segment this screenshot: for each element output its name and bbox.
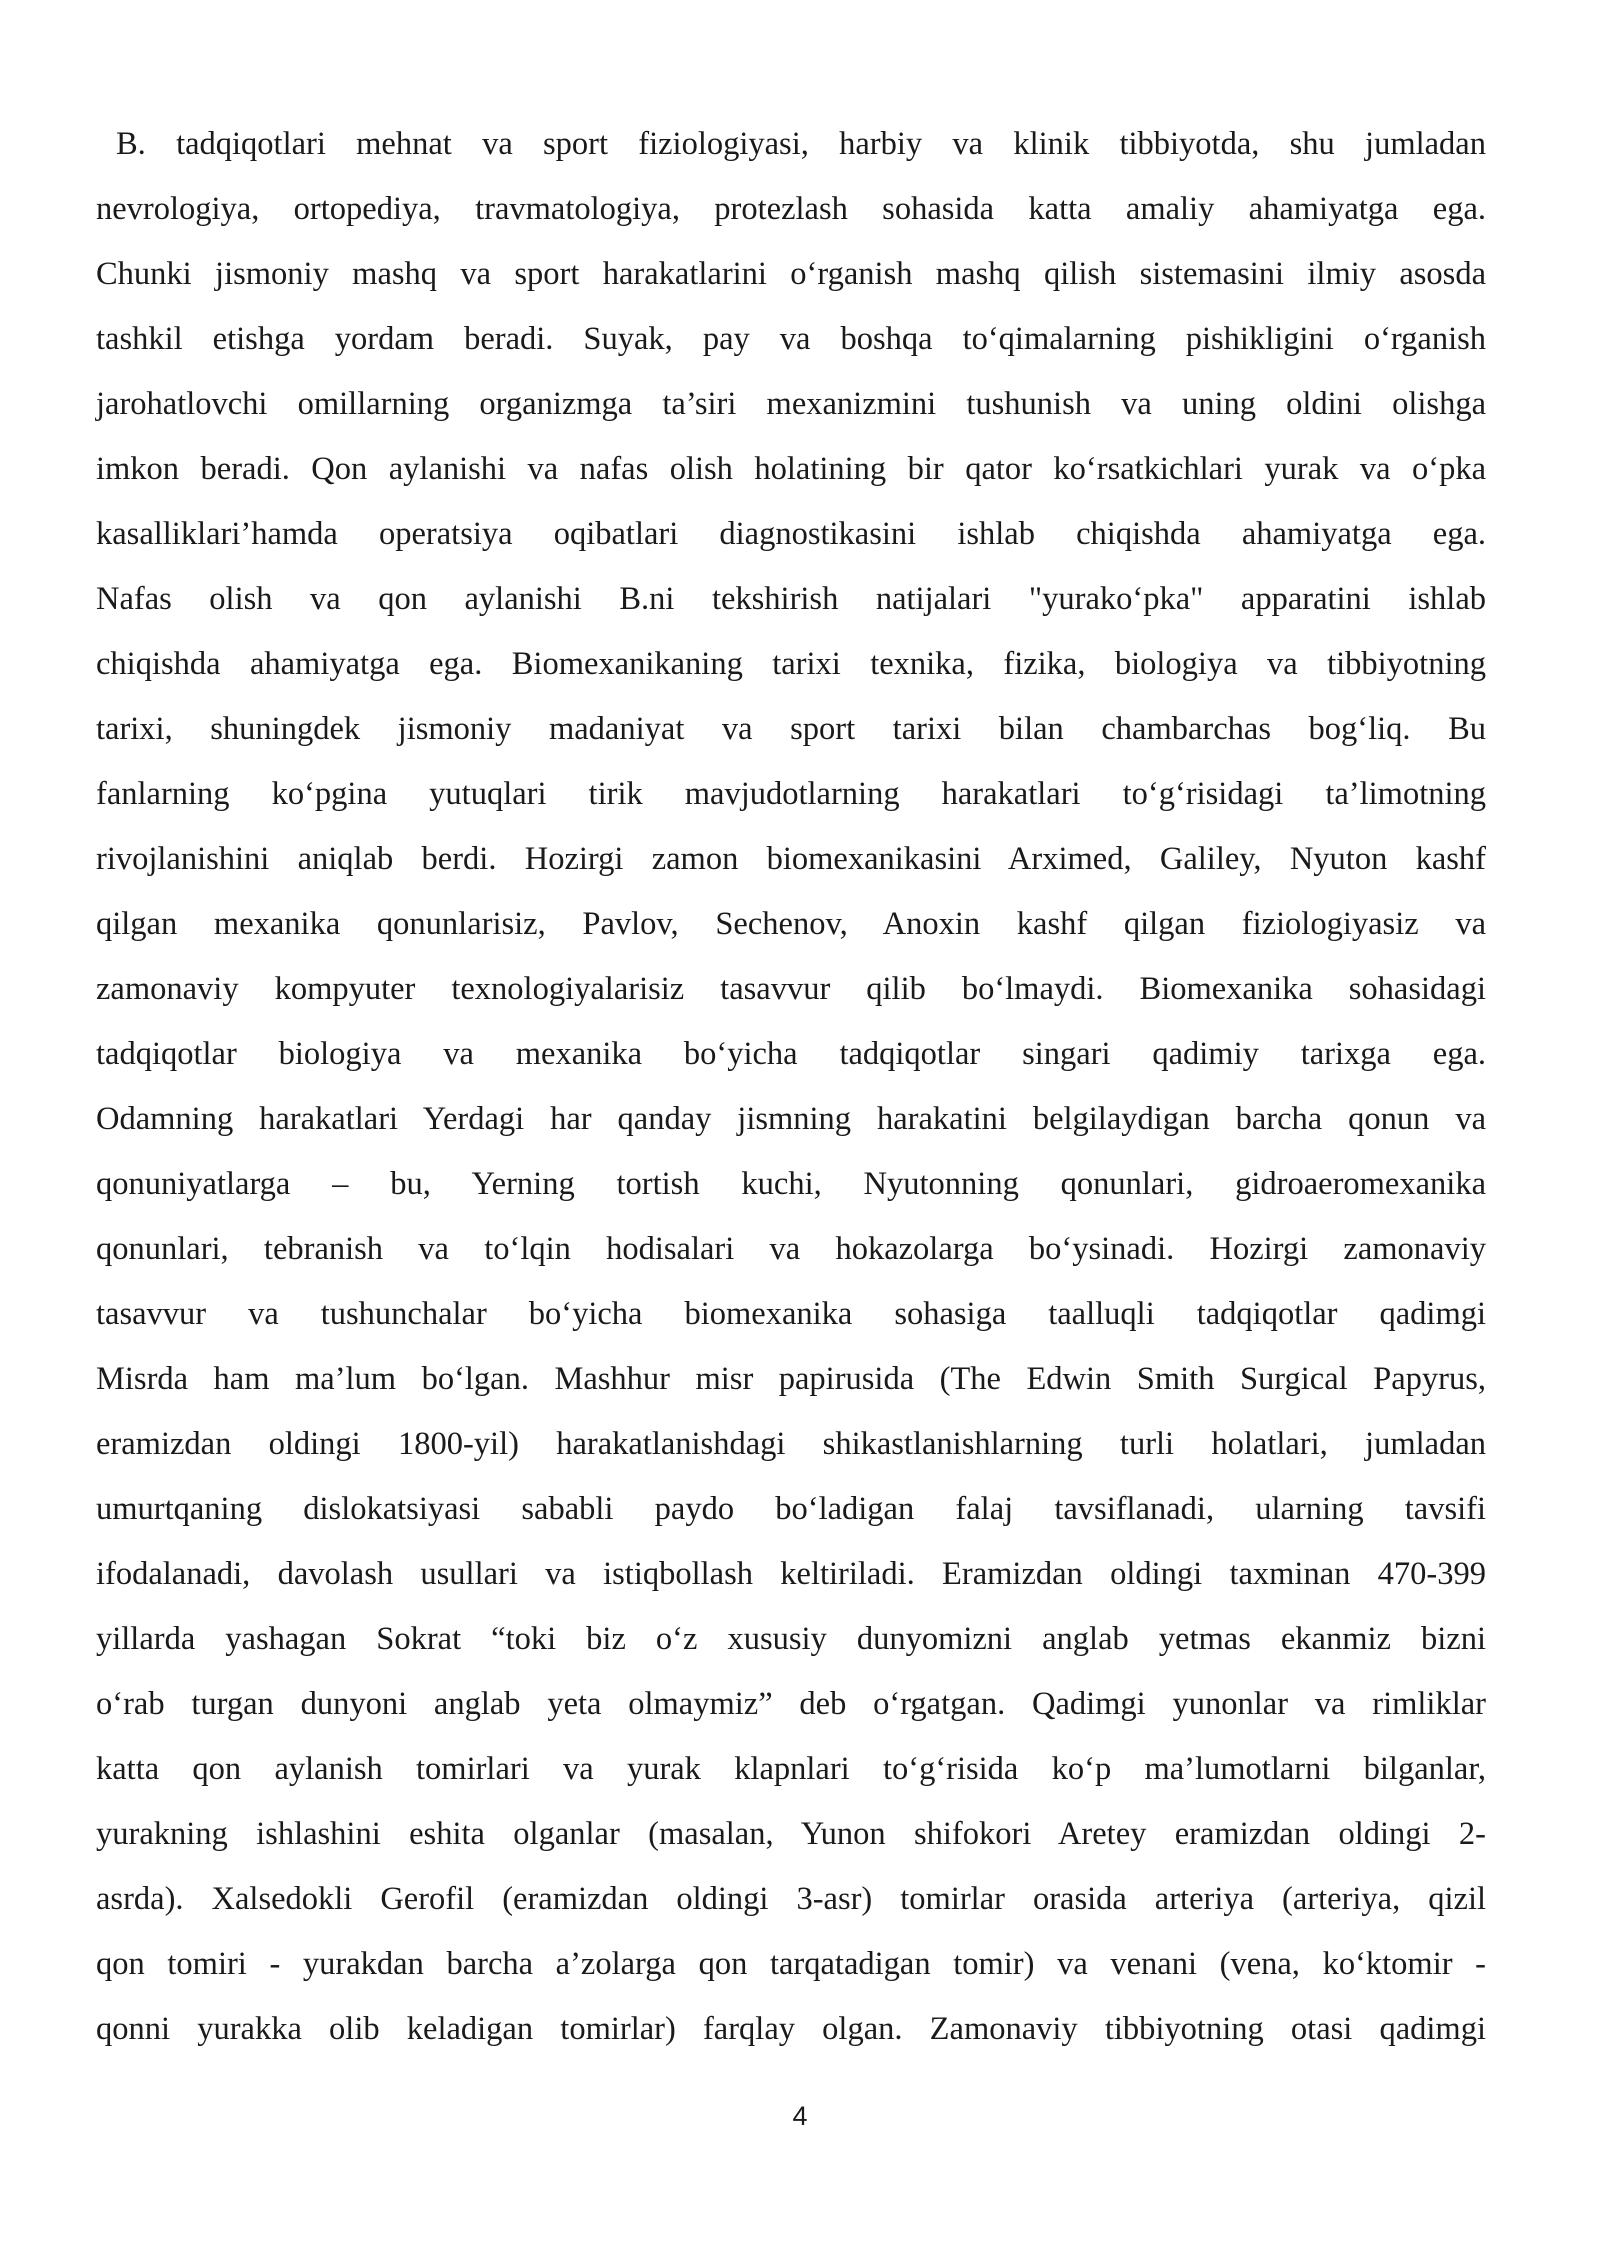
text-line: yillarda yashagan Sokrat “toki biz o‘z xususiy dunyomizni anglab yetmas ekanmiz bizni: [96, 1621, 1486, 1657]
text-line: B. tadqiqotlari mehnat va sport fiziologiyasi, harbiy va klinik tibbiyotda, shu jumladan: [116, 126, 1486, 162]
text-line: kasalliklari’hamda operatsiya oqibatlari diagnostikasini ishlab chiqishda ahamiyatga ega.: [96, 516, 1486, 552]
body-paragraph: [96, 112, 1486, 2062]
text-line: eramizdan oldingi 1800-yil) harakatlanishdagi shikastlanishlarning turli holatlari, jumladan: [96, 1426, 1486, 1462]
text-line: ifodalanadi, davolash usullari va istiqbollash keltiriladi. Eramizdan oldingi taxminan 470-399: [96, 1556, 1486, 1592]
text-line: Nafas olish va qon aylanishi B.ni tekshirish natijalari "yurako‘pka" apparatini ishlab: [96, 581, 1486, 617]
text-line: katta qon aylanish tomirlari va yurak klapnlari to‘g‘risida ko‘p ma’lumotlarni bilganlar,: [96, 1751, 1486, 1787]
text-line: qonuniyatlarga – bu, Yerning tortish kuchi, Nyutonning qonunlari, gidroaeromexanika: [96, 1166, 1486, 1202]
text-line: tasavvur va tushunchalar bo‘yicha biomexanika sohasiga taalluqli tadqiqotlar qadimgi: [96, 1296, 1486, 1332]
text-line: yurakning ishlashini eshita olganlar (masalan, Yunon shifokori Aretey eramizdan oldingi 2-: [96, 1816, 1486, 1852]
text-line: qonunlari, tebranish va to‘lqin hodisalari va hokazolarga bo‘ysinadi. Hozirgi zamonaviy: [96, 1231, 1486, 1267]
text-line: jarohatlovchi omillarning organizmga ta’siri mexanizmini tushunish va uning oldini olishga: [96, 386, 1486, 422]
text-line: Odamning harakatlari Yerdagi har qanday jismning harakatini belgilaydigan barcha qonun va: [96, 1101, 1486, 1137]
text-line: Misrda ham ma’lum bo‘lgan. Mashhur misr papirusida (The Edwin Smith Surgical Papyrus,: [96, 1361, 1486, 1397]
text-line: asrda). Xalsedokli Gerofil (eramizdan oldingi 3-asr) tomirlar orasida arteriya (arteriya, qizil: [96, 1881, 1486, 1917]
text-line: imkon beradi. Qon aylanishi va nafas olish holatining bir qator ko‘rsatkichlari yurak va o‘pka: [96, 451, 1486, 487]
page-number: 4: [792, 2101, 808, 2131]
text-line: umurtqaning dislokatsiyasi sababli paydo bo‘ladigan falaj tavsiflanadi, ularning tavsifi: [96, 1491, 1486, 1527]
text-line: Chunki jismoniy mashq va sport harakatlarini o‘rganish mashq qilish sistemasini ilmiy asosda: [96, 256, 1486, 292]
text-line: qilgan mexanika qonunlarisiz, Pavlov, Sechenov, Anoxin kashf qilgan fiziologiyasiz va: [96, 906, 1486, 942]
text-line: tashkil etishga yordam beradi. Suyak, pay va boshqa to‘qimalarning pishikligini o‘rganish: [96, 321, 1486, 357]
text-line: fanlarning ko‘pgina yutuqlari tirik mavjudotlarning harakatlari to‘g‘risidagi ta’limotning: [96, 776, 1486, 812]
text-line: rivojlanishini aniqlab berdi. Hozirgi zamon biomexanikasini Arximed, Galiley, Nyuton kashf: [96, 841, 1486, 877]
text-line: o‘rab turgan dunyoni anglab yeta olmaymiz” deb o‘rgatgan. Qadimgi yunonlar va rimliklar: [96, 1686, 1486, 1722]
text-line: zamonaviy kompyuter texnologiyalarisiz tasavvur qilib bo‘lmaydi. Biomexanika sohasidagi: [96, 971, 1486, 1007]
text-line: nevrologiya, ortopediya, travmatologiya, protezlash sohasida katta amaliy ahamiyatga ega.: [96, 191, 1486, 227]
text-line: tarixi, shuningdek jismoniy madaniyat va sport tarixi bilan chambarchas bog‘liq. Bu: [96, 711, 1486, 747]
text-line: chiqishda ahamiyatga ega. Biomexanikaning tarixi texnika, fizika, biologiya va tibbiyotning: [96, 646, 1486, 682]
text-line: qon tomiri - yurakdan barcha a’zolarga qon tarqatadigan tomir) va venani (vena, ko‘ktomir -: [96, 1946, 1486, 1982]
text-line: qonni yurakka olib keladigan tomirlar) farqlay olgan. Zamonaviy tibbiyotning otasi qadimgi: [96, 2011, 1486, 2047]
text-line: tadqiqotlar biologiya va mexanika bo‘yicha tadqiqotlar singari qadimiy tarixga ega.: [96, 1036, 1486, 1072]
